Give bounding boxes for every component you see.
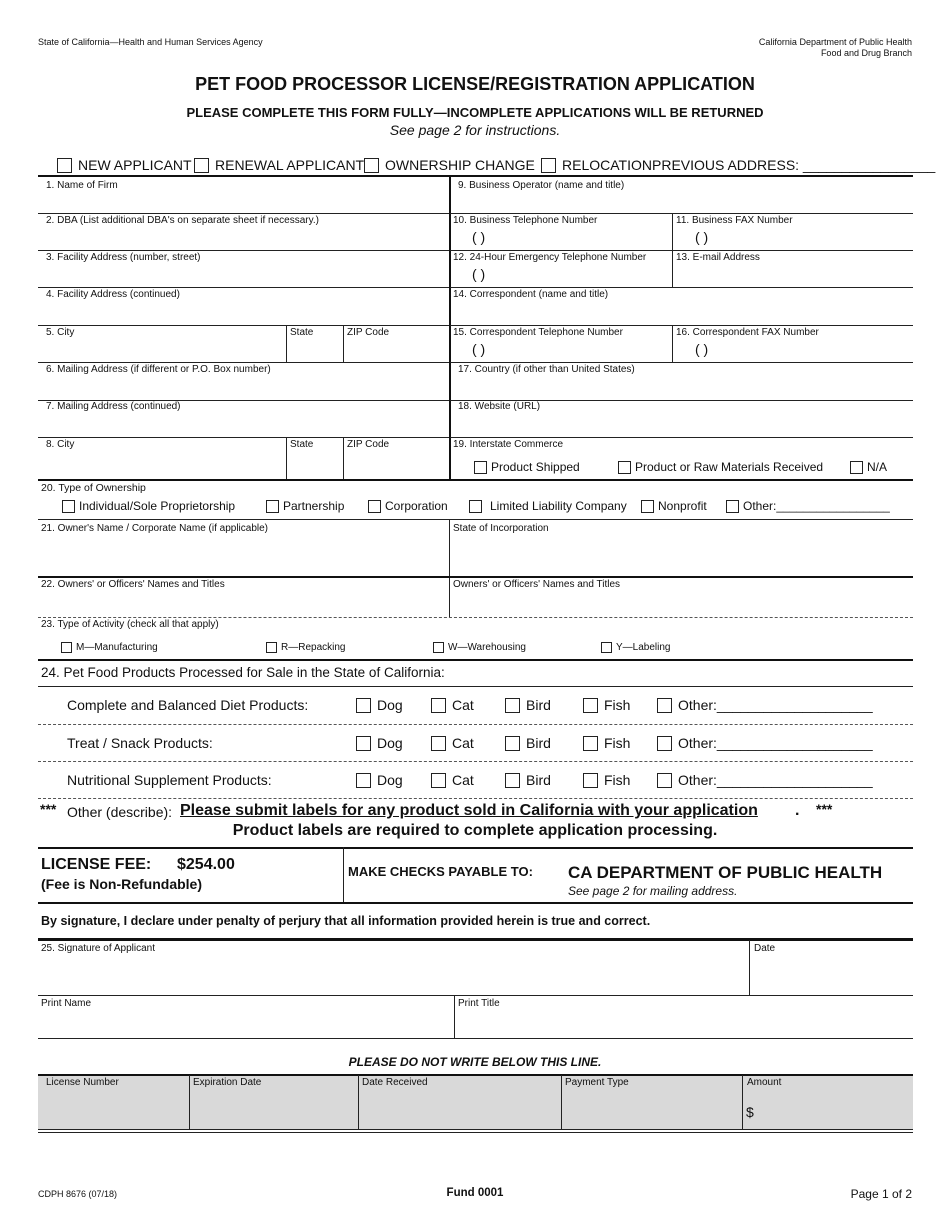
divider <box>38 175 913 177</box>
divider <box>561 1075 562 1130</box>
bird-option[interactable] <box>505 772 551 788</box>
dog-checkbox[interactable] <box>356 773 371 788</box>
state-field[interactable]: State <box>290 327 314 338</box>
fund-number: Fund 0001 <box>446 1187 504 1199</box>
divider <box>450 213 913 214</box>
officers-names-field[interactable]: 22. Owners' or Officers' Names and Titles <box>41 579 225 590</box>
product-received-label: Product or Raw Materials Received <box>635 460 824 474</box>
department-name <box>759 37 912 59</box>
bird-label: Bird <box>526 697 551 713</box>
divider <box>38 798 913 799</box>
business-fax-field[interactable]: 11. Business FAX Number <box>676 215 793 226</box>
mailing-state-field[interactable]: State <box>290 439 314 450</box>
interstate-na-label: N/A <box>867 460 888 474</box>
bird-checkbox[interactable] <box>505 698 520 713</box>
office-use-table <box>38 1074 913 1130</box>
officers-names-field-2[interactable]: Owners' or Officers' Names and Titles <box>453 579 621 590</box>
divider <box>38 761 913 762</box>
dog-option[interactable] <box>356 735 403 751</box>
department-line1: California Department of Public Health <box>758 37 912 47</box>
correspondent-fax-field[interactable]: 16. Correspondent FAX Number <box>676 327 819 338</box>
renewal-applicant-checkbox[interactable] <box>194 158 209 173</box>
divider <box>38 1074 913 1076</box>
stars-right: *** <box>816 801 833 817</box>
facility-address-continued-field[interactable]: 4. Facility Address (continued) <box>46 289 180 300</box>
divider <box>38 437 450 438</box>
labeling-option[interactable] <box>601 642 670 653</box>
new-applicant-label: NEW APPLICANT <box>78 157 192 173</box>
cat-checkbox[interactable] <box>431 698 446 713</box>
perjury-declaration: By signature, I declare under penalty of perjury that all information provided herein is true and correct. <box>41 914 651 928</box>
license-number-field: License Number <box>46 1077 119 1088</box>
product-shipped-label: Product Shipped <box>491 460 580 474</box>
mailing-city-field[interactable]: 8. City <box>46 439 75 450</box>
area-code-parens: ( ) <box>695 229 709 245</box>
area-code-parens: ( ) <box>695 341 709 357</box>
products-heading: 24. Pet Food Products Processed for Sale in the State of California: <box>41 665 445 680</box>
date-field[interactable]: Date <box>754 943 776 954</box>
sole-proprietorship-label: Individual/Sole Proprietorship <box>79 499 236 513</box>
repacking-option[interactable] <box>266 642 345 653</box>
cat-option[interactable] <box>431 697 474 713</box>
website-field[interactable]: 18. Website (URL) <box>458 401 541 412</box>
interstate-commerce-label: 19. Interstate Commerce <box>453 439 564 450</box>
bird-option[interactable] <box>505 697 551 713</box>
divider <box>742 1075 743 1130</box>
mailing-address-note: See page 2 for mailing address. <box>568 884 738 898</box>
dba-field[interactable]: 2. DBA (List additional DBA's on separate sheet if necessary.) <box>46 215 319 226</box>
city-field[interactable]: 5. City <box>46 327 75 338</box>
nonprofit-label: Nonprofit <box>658 499 707 513</box>
sole-proprietorship-option[interactable] <box>62 499 235 513</box>
dog-option[interactable] <box>356 772 403 788</box>
fish-option[interactable] <box>583 735 630 751</box>
warehousing-option[interactable] <box>433 642 526 653</box>
warehousing-label: W—Warehousing <box>448 642 526 653</box>
corporation-checkbox[interactable] <box>368 500 381 513</box>
mailing-zip-field[interactable]: ZIP Code <box>347 439 390 450</box>
llc-label: Limited Liability Company <box>490 499 627 513</box>
divider <box>38 213 450 214</box>
divider <box>454 995 455 1038</box>
bird-checkbox[interactable] <box>505 736 520 751</box>
corporation-label: Corporation <box>385 499 448 513</box>
partnership-label: Partnership <box>283 499 345 513</box>
divider <box>38 1132 913 1133</box>
fish-option[interactable] <box>583 772 630 788</box>
fish-label: Fish <box>604 735 631 751</box>
divider <box>38 1129 913 1130</box>
license-fee-amount: $254.00 <box>177 856 235 873</box>
previous-address-field[interactable]: PREVIOUS ADDRESS: _________________ <box>652 157 936 173</box>
divider <box>450 362 913 363</box>
labels-note: Please submit labels for any product sold in California with your application <box>180 802 758 819</box>
divider <box>38 325 450 326</box>
labels-required-note: Product labels are required to complete application processing. <box>232 822 718 839</box>
divider <box>449 175 451 479</box>
dog-option[interactable] <box>356 697 403 713</box>
nonprofit-checkbox[interactable] <box>641 500 654 513</box>
repacking-checkbox[interactable] <box>266 642 277 653</box>
other-checkbox[interactable] <box>657 698 672 713</box>
divider <box>38 724 913 725</box>
date-received-field: Date Received <box>362 1077 428 1088</box>
cat-label: Cat <box>452 697 474 713</box>
ownership-change-option[interactable] <box>364 157 535 173</box>
zip-field[interactable]: ZIP Code <box>347 327 390 338</box>
partnership-checkbox[interactable] <box>266 500 279 513</box>
form-subtitle: PLEASE COMPLETE THIS FORM FULLY—INCOMPLETE APPLICATIONS WILL BE RETURNED <box>186 105 764 120</box>
cat-checkbox[interactable] <box>431 773 446 788</box>
divider <box>38 617 913 618</box>
divider <box>343 847 344 902</box>
agency-name: State of California—Health and Human Services Agency <box>38 37 263 47</box>
product-category-label: Treat / Snack Products: <box>67 735 213 751</box>
labeling-label: Y—Labeling <box>616 642 671 653</box>
divider <box>286 325 287 362</box>
divider <box>38 287 450 288</box>
dog-checkbox[interactable] <box>356 736 371 751</box>
divider <box>450 287 913 288</box>
form-title: PET FOOD PROCESSOR LICENSE/REGISTRATION APPLICATION <box>195 74 755 94</box>
partnership-option[interactable] <box>266 499 344 513</box>
labels-note-period: . <box>795 802 800 819</box>
divider <box>343 437 344 479</box>
dog-label: Dog <box>377 735 403 751</box>
stars-left: *** <box>40 801 57 817</box>
labeling-checkbox[interactable] <box>601 642 612 653</box>
email-field[interactable]: 13. E-mail Address <box>676 252 760 263</box>
warehousing-checkbox[interactable] <box>433 642 444 653</box>
activity-type-label: 23. Type of Activity (check all that apply) <box>41 619 219 630</box>
form-number: CDPH 8676 (07/18) <box>38 1189 118 1199</box>
divider <box>358 1075 359 1130</box>
bird-label: Bird <box>526 735 551 751</box>
ownership-type-label: 20. Type of Ownership <box>41 482 146 494</box>
product-category-label: Complete and Balanced Diet Products: <box>67 697 309 713</box>
print-name-field[interactable]: Print Name <box>41 998 92 1009</box>
divider <box>38 686 913 687</box>
expiration-date-field: Expiration Date <box>193 1077 262 1088</box>
bird-option[interactable] <box>505 735 551 751</box>
other-ownership-label: Other:_________________ <box>743 499 890 513</box>
other-label: Other:____________________ <box>678 697 873 713</box>
fish-checkbox[interactable] <box>583 736 598 751</box>
interstate-na-checkbox[interactable] <box>850 461 863 474</box>
department-line2: Food and Drug Branch <box>820 48 912 58</box>
divider <box>450 437 913 438</box>
divider <box>38 995 913 996</box>
payable-to-label: MAKE CHECKS PAYABLE TO: <box>348 864 533 879</box>
state-of-incorporation-field[interactable]: State of Incorporation <box>453 523 549 534</box>
new-applicant-option[interactable] <box>57 157 192 173</box>
correspondent-phone-field[interactable]: 15. Correspondent Telephone Number <box>453 327 623 338</box>
signature-field[interactable]: 25. Signature of Applicant <box>41 943 155 954</box>
divider <box>38 519 913 520</box>
area-code-parens: ( ) <box>472 266 486 282</box>
manufacturing-option[interactable] <box>61 642 158 653</box>
cat-label: Cat <box>452 772 474 788</box>
sole-proprietorship-checkbox[interactable] <box>62 500 75 513</box>
page-number: Page 1 of 2 <box>850 1187 912 1201</box>
relocation-checkbox[interactable] <box>541 158 556 173</box>
dog-checkbox[interactable] <box>356 698 371 713</box>
bird-label: Bird <box>526 772 551 788</box>
product-category-label: Nutritional Supplement Products: <box>67 772 272 788</box>
ownership-change-checkbox[interactable] <box>364 158 379 173</box>
interstate-na-option[interactable] <box>850 460 887 474</box>
mailing-address-continued-field[interactable]: 7. Mailing Address (continued) <box>46 401 181 412</box>
manufacturing-label: M—Manufacturing <box>76 642 158 653</box>
nonprofit-option[interactable] <box>641 499 707 513</box>
other-describe-label: Other (describe): <box>67 804 173 820</box>
divider <box>749 940 750 995</box>
do-not-write-notice: PLEASE DO NOT WRITE BELOW THIS LINE. <box>348 1055 602 1069</box>
cat-label: Cat <box>452 735 474 751</box>
country-field[interactable]: 17. Country (if other than United States) <box>458 364 635 375</box>
llc-option[interactable] <box>469 499 627 513</box>
fish-checkbox[interactable] <box>583 773 598 788</box>
new-applicant-checkbox[interactable] <box>57 158 72 173</box>
ownership-change-label: OWNERSHIP CHANGE <box>385 157 535 173</box>
divider <box>38 938 913 941</box>
corporation-option[interactable] <box>368 499 448 513</box>
correspondent-field[interactable]: 14. Correspondent (name and title) <box>453 289 609 300</box>
other-checkbox[interactable] <box>657 773 672 788</box>
renewal-applicant-option[interactable] <box>194 157 364 173</box>
other-option[interactable] <box>657 735 873 751</box>
business-operator-field[interactable]: 9. Business Operator (name and title) <box>458 180 625 191</box>
fish-label: Fish <box>604 697 631 713</box>
other-option[interactable] <box>657 772 873 788</box>
other-label: Other:____________________ <box>678 735 873 751</box>
mailing-address-field[interactable]: 6. Mailing Address (if different or P.O. Box number) <box>46 364 271 375</box>
other-ownership-option[interactable] <box>726 499 890 513</box>
divider <box>450 250 913 251</box>
divider <box>38 576 913 578</box>
amount-field: Amount <box>747 1077 782 1088</box>
product-shipped-checkbox[interactable] <box>474 461 487 474</box>
area-code-parens: ( ) <box>472 229 486 245</box>
non-refundable-note: (Fee is Non-Refundable) <box>41 876 203 892</box>
dollar-sign: $ <box>746 1104 754 1120</box>
fish-option[interactable] <box>583 697 630 713</box>
payment-type-field: Payment Type <box>565 1077 629 1088</box>
other-ownership-checkbox[interactable] <box>726 500 739 513</box>
product-received-option[interactable] <box>618 460 823 474</box>
emergency-phone-field[interactable]: 12. 24-Hour Emergency Telephone Number <box>453 252 647 263</box>
cat-option[interactable] <box>431 735 474 751</box>
divider <box>38 362 450 363</box>
license-fee-label: LICENSE FEE: <box>41 856 152 873</box>
divider <box>286 437 287 479</box>
fish-label: Fish <box>604 772 631 788</box>
payee-name: CA DEPARTMENT OF PUBLIC HEALTH <box>568 863 883 882</box>
name-of-firm-field[interactable]: 1. Name of Firm <box>46 180 118 191</box>
print-title-field[interactable]: Print Title <box>458 998 500 1009</box>
repacking-label: R—Repacking <box>281 642 346 653</box>
cat-checkbox[interactable] <box>431 736 446 751</box>
divider <box>38 659 913 661</box>
fish-checkbox[interactable] <box>583 698 598 713</box>
other-label: Other:____________________ <box>678 772 873 788</box>
dog-label: Dog <box>377 697 403 713</box>
dog-label: Dog <box>377 772 403 788</box>
divider <box>672 325 673 362</box>
cat-option[interactable] <box>431 772 474 788</box>
product-shipped-option[interactable] <box>474 460 580 474</box>
divider <box>343 325 344 362</box>
relocation-option[interactable] <box>541 157 652 173</box>
llc-checkbox[interactable] <box>469 500 482 513</box>
owner-name-field[interactable]: 21. Owner's Name / Corporate Name (if applicable) <box>41 523 269 534</box>
divider <box>38 479 913 481</box>
facility-address-field[interactable]: 3. Facility Address (number, street) <box>46 252 201 263</box>
other-checkbox[interactable] <box>657 736 672 751</box>
divider <box>38 1038 913 1039</box>
relocation-label: RELOCATION <box>562 157 652 173</box>
other-option[interactable] <box>657 697 873 713</box>
bird-checkbox[interactable] <box>505 773 520 788</box>
product-received-checkbox[interactable] <box>618 461 631 474</box>
divider <box>38 847 913 849</box>
manufacturing-checkbox[interactable] <box>61 642 72 653</box>
divider <box>449 519 450 617</box>
renewal-applicant-label: RENEWAL APPLICANT <box>215 157 365 173</box>
instructions-note: See page 2 for instructions. <box>389 122 561 138</box>
divider <box>189 1075 190 1130</box>
area-code-parens: ( ) <box>472 341 486 357</box>
divider <box>450 325 913 326</box>
divider <box>38 250 450 251</box>
business-phone-field[interactable]: 10. Business Telephone Number <box>453 215 598 226</box>
divider <box>38 902 913 904</box>
